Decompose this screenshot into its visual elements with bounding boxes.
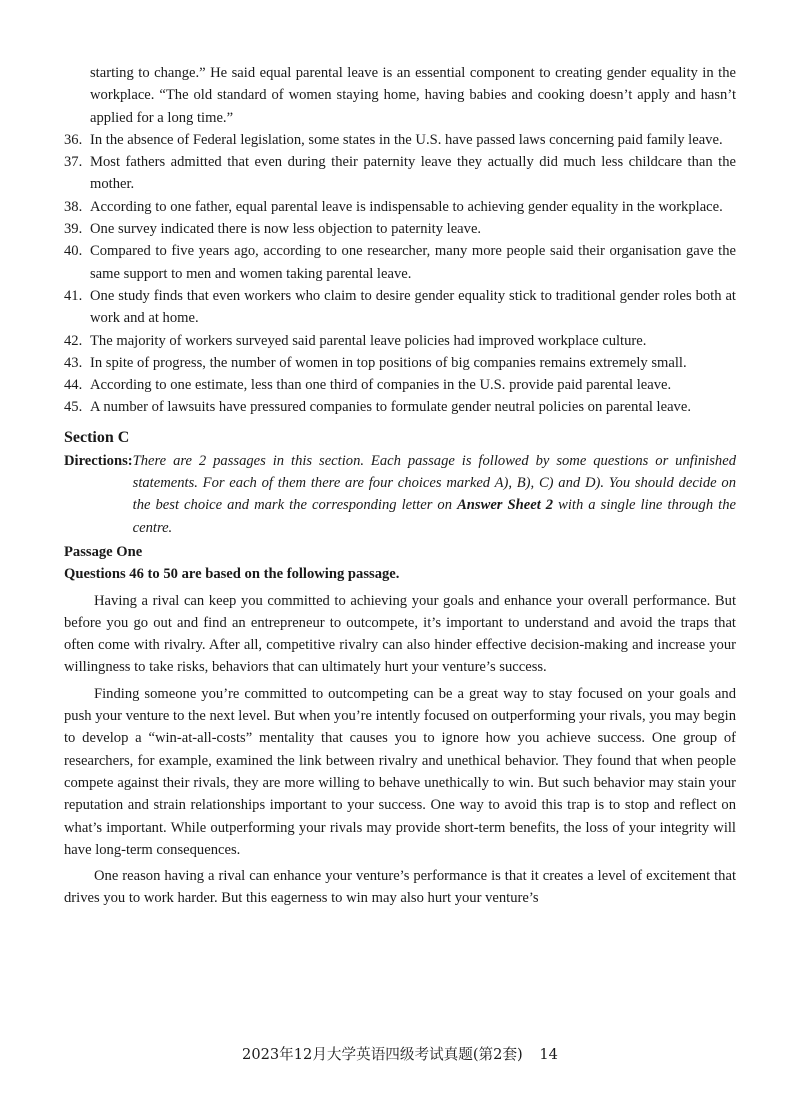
statement-item: [64, 218, 736, 240]
continuation-paragraph: starting to change.” He said equal parental leave is an essential component to creating gender equality in the workplace. “The old standard of women staying home, having babies and cooking doesn’t apply and hasn’t applied for a long time.”: [90, 65, 736, 126]
statement-item: [64, 285, 736, 330]
statement-text: The majority of workers surveyed said parental leave policies had improved workplace culture.: [90, 332, 647, 349]
statement-item: [64, 129, 736, 151]
exam-page: [64, 62, 736, 910]
statement-text: According to one father, equal parental leave is indispensable to achieving gender equality in the workplace.: [90, 198, 723, 215]
statement-text: One study finds that even workers who claim to desire gender equality stick to traditional gender roles both at work and at home.: [90, 287, 736, 327]
answer-sheet-label: Answer Sheet 2: [457, 497, 554, 514]
statement-item: [64, 240, 736, 285]
directions-text-part-2: with a single line through the centre.: [132, 497, 736, 536]
section-title: Section C: [64, 428, 130, 446]
passage-paragraph: One reason having a rival can enhance your venture’s performance is that it creates a level of excitement that drives you to work harder. But this eagerness to win may also hurt your venture’s: [64, 868, 736, 907]
statement-text: One survey indicated there is now less objection to paternity leave.: [90, 221, 482, 238]
directions-label: Directions:: [64, 452, 133, 469]
statement-number: 36.: [64, 131, 83, 148]
directions-text-part-1: There are 2 passages in this section. Each passage is followed by some questions or unfinished statements. For each of them there are four choices marked A), B), C) and D). You should decide on the best choice and mark the corresponding letter on: [132, 452, 736, 514]
statement-item: [64, 396, 736, 418]
page-footer: [0, 1043, 800, 1064]
statement-number: 40.: [64, 243, 83, 260]
statement-number: 38.: [64, 198, 83, 215]
questions-note: Questions 46 to 50 are based on the following passage.: [64, 566, 400, 583]
statement-number: 43.: [64, 354, 83, 371]
directions-block: [64, 450, 736, 539]
directions-text: [133, 450, 736, 539]
footer-title: 2023年12月大学英语四级考试真题(第2套): [242, 1046, 523, 1063]
statement-number: 45.: [64, 399, 83, 416]
statement-item: [64, 330, 736, 352]
page-number: 14: [539, 1046, 558, 1063]
statement-text: In spite of progress, the number of women in top positions of big companies remains extremely small.: [90, 354, 687, 371]
statement-number: 37.: [64, 154, 83, 171]
statement-text: Compared to five years ago, according to one researcher, many more people said their organisation gave the same support to men and women taking parental leave.: [90, 243, 736, 282]
passage-paragraph: Finding someone you’re committed to outcompeting can be a great way to stay focused on your goals and push your venture to the next level. But when you’re intently focused on outperforming your rivals, you may begin to develop a “win-at-all-costs” mentality that causes you to ignore how you achieve success. One group of researchers, for example, examined the link between rivalry and unethical behavior. They found that when people compete against their rivals, they are more willing to behave unethically to win. But such behavior may stain your reputation and strain relationships important to your success. One way to avoid this trap is to stop and reflect on what’s important. While outperforming your rivals may provide short-term benefits, the loss of your integrity will have long-term consequences.: [64, 685, 736, 858]
statement-text: Most fathers admitted that even during their paternity leave they actually did much less childcare than the mother.: [90, 154, 736, 193]
statement-number: 42.: [64, 332, 83, 349]
statement-item: [64, 352, 736, 374]
statement-item: [64, 374, 736, 396]
statement-number: 39.: [64, 221, 83, 238]
statement-number: 44.: [64, 377, 83, 394]
statement-list: [64, 129, 736, 419]
passage-title: Passage One: [64, 543, 143, 560]
statement-item: [64, 196, 736, 218]
statement-text: A number of lawsuits have pressured companies to formulate gender neutral policies on parental leave.: [90, 399, 691, 416]
statement-text: According to one estimate, less than one third of companies in the U.S. provide paid parental leave.: [90, 377, 672, 394]
statement-number: 41.: [64, 287, 83, 304]
passage-paragraph: Having a rival can keep you committed to achieving your goals and enhance your overall performance. But before you go out and find an entrepreneur to outcompete, it’s important to understand and avoid the traps that often come with rivalry. After all, competitive rivalry can also hinder effective decision-making and increase your willingness to take risks, behaviors that can ultimately hurt your venture’s success.: [64, 592, 736, 676]
statement-text: In the absence of Federal legislation, some states in the U.S. have passed laws concerning paid family leave.: [90, 131, 723, 148]
statement-item: [64, 151, 736, 196]
